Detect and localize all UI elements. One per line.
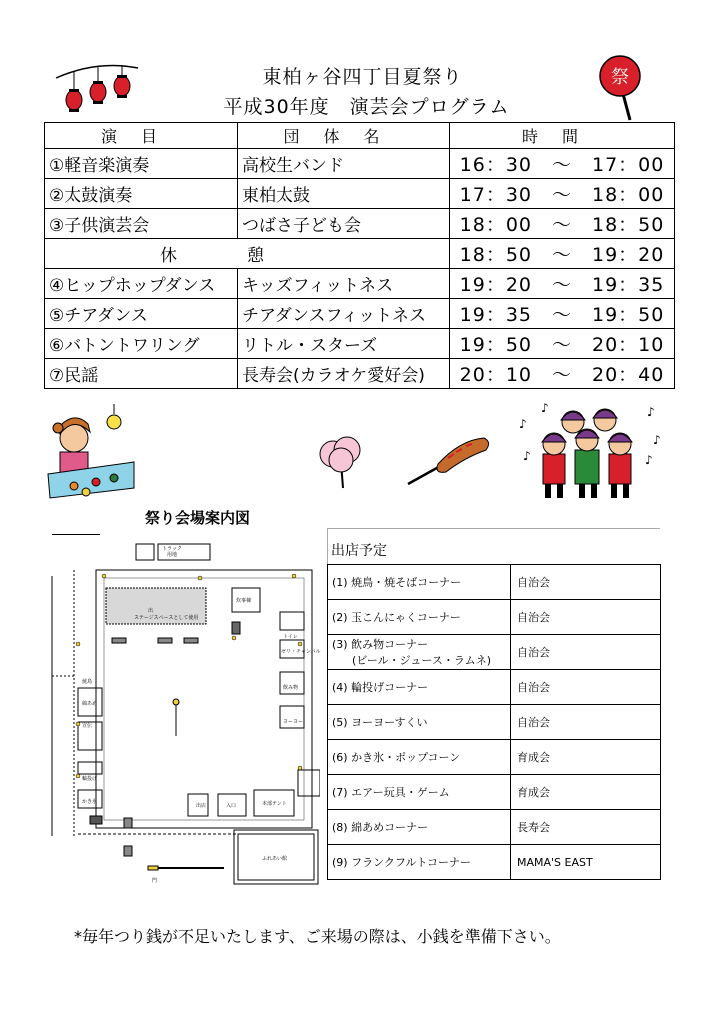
map-label-kitchen: 炊事棟 <box>236 598 252 604</box>
map-label-g: 入口 <box>226 803 237 809</box>
vendor-row <box>328 810 661 845</box>
time-cell: 18：00 ～ 18：50 <box>450 209 675 239</box>
group-cell: キッズフィットネス <box>238 269 450 299</box>
map-label-b: ヨーヨー <box>283 719 304 725</box>
svg-text:♪: ♪ <box>645 453 653 467</box>
vendor-row <box>328 705 661 740</box>
vendor-frame-left <box>327 528 328 564</box>
vendor-item: (4) 輪投げコーナー <box>328 670 511 705</box>
vendor-item: (5) ヨーヨーすくい <box>328 705 511 740</box>
map-label-d: 綿あめ <box>82 701 98 707</box>
vendor-item: (7) エアー玩具・ゲーム <box>328 775 511 810</box>
program-row <box>45 269 675 299</box>
map-title: 祭り会場案内図 <box>145 509 251 527</box>
map-label-toilet: トイレ <box>283 634 298 640</box>
program-row-break <box>45 239 675 269</box>
svg-text:♪: ♪ <box>653 433 661 447</box>
time-cell: 16：30 ～ 17：00 <box>450 149 675 179</box>
group-cell: リトル・スターズ <box>238 329 450 359</box>
vendor-item-line1: (3) 飲み物コーナー <box>332 638 429 651</box>
vendor-table <box>327 564 661 880</box>
program-row <box>45 359 675 389</box>
vendor-item: (6) かき氷・ポップコーン <box>328 740 511 775</box>
program-table <box>44 122 675 389</box>
map-label-e: 宣伝 <box>82 723 93 729</box>
vendor-org: 育成会 <box>511 775 661 810</box>
fan-text: 祭 <box>611 67 629 88</box>
event-cell: ③子供演芸会 <box>45 209 238 239</box>
time-cell: 20：10 ～ 20：40 <box>450 359 675 389</box>
vendor-title: 出店予定 <box>331 543 387 559</box>
vendor-org: 育成会 <box>511 740 661 775</box>
map-label-stage-left: 出 <box>148 608 154 614</box>
time-cell: 19：20 ～ 19：35 <box>450 269 675 299</box>
vendor-row <box>328 740 661 775</box>
girl-goldfish-scooping-icon <box>44 402 139 502</box>
header-time: 時間 <box>450 123 675 149</box>
map-label-fureai: ふれあい館 <box>262 856 288 862</box>
vendor-item-multi <box>328 635 511 670</box>
svg-text:♪: ♪ <box>541 401 549 415</box>
program-row <box>45 299 675 329</box>
singing-children-icon <box>515 400 665 502</box>
map-label-c: 焼鳥 <box>82 679 93 685</box>
vendor-item: (8) 綿あめコーナー <box>328 810 511 845</box>
vendor-row <box>328 775 661 810</box>
program-row <box>45 209 675 239</box>
map-label-shop2: 輪投げ <box>82 776 98 782</box>
header-event: 演目 <box>45 123 238 149</box>
vendor-row <box>328 600 661 635</box>
time-cell: 18：50 ～ 19：20 <box>450 239 675 269</box>
venue-map <box>48 536 320 886</box>
time-cell: 17：30 ～ 18：00 <box>450 179 675 209</box>
map-label-parking: トラック 用地 <box>162 546 182 558</box>
vendor-row <box>328 635 661 670</box>
vendor-org: 自治会 <box>511 565 661 600</box>
program-row <box>45 329 675 359</box>
title-line-2: 平成30年度 演芸会プログラム <box>223 96 510 118</box>
vendor-org: 長寿会 <box>511 810 661 845</box>
group-cell: 長寿会(カラオケ愛好会) <box>238 359 450 389</box>
event-cell: ①軽音楽演奏 <box>45 149 238 179</box>
header-group: 団体名 <box>238 123 450 149</box>
event-cell: ②太鼓演奏 <box>45 179 238 209</box>
title-line-1: 東柏ヶ谷四丁目夏祭り <box>262 66 463 88</box>
vendor-org: 自治会 <box>511 705 661 740</box>
group-cell: 高校生バンド <box>238 149 450 179</box>
time-cell: 19：50 ～ 20：10 <box>450 329 675 359</box>
svg-text:♪: ♪ <box>519 417 527 431</box>
frankfurter-icon <box>404 430 492 490</box>
vendor-org: 自治会 <box>511 600 661 635</box>
svg-text:♪: ♪ <box>523 449 531 463</box>
cotton-candy-icon <box>313 432 367 490</box>
vendor-item: (1) 焼鳥・焼そばコーナー <box>328 565 511 600</box>
group-cell: つばさ子ども会 <box>238 209 450 239</box>
vendor-item-line2: (ビール・ジュース・ラムネ) <box>352 654 492 667</box>
program-row <box>45 149 675 179</box>
time-cell: 19：35 ～ 19：50 <box>450 299 675 329</box>
program-header-row <box>45 123 675 149</box>
map-title-underline <box>52 534 100 535</box>
program-row <box>45 179 675 209</box>
map-label-shop1: ゼリ・チャンバル <box>281 649 321 655</box>
map-label-f: 出店 <box>196 803 207 809</box>
map-label-a: 飲み物 <box>283 685 299 691</box>
vendor-row <box>328 845 661 880</box>
vendor-row <box>328 670 661 705</box>
group-cell: 東柏太鼓 <box>238 179 450 209</box>
map-label-stage: ステージスペースとして使用 <box>134 615 199 621</box>
event-cell: ⑤チアダンス <box>45 299 238 329</box>
break-cell: 休憩 <box>45 239 450 269</box>
vendor-org: 自治会 <box>511 635 661 670</box>
vendor-item: (2) 玉こんにゃくコーナー <box>328 600 511 635</box>
footer-note: *毎年つり銭が不足いたします、ご来場の際は、小銭を準備下さい。 <box>74 927 561 946</box>
event-cell: ④ヒップホップダンス <box>45 269 238 299</box>
festival-fan-icon <box>594 54 654 124</box>
map-label-gate: 門 <box>152 878 158 884</box>
lanterns-icon <box>52 56 142 116</box>
map-label-shop3: かき氷 <box>82 799 98 805</box>
event-cell: ⑦民謡 <box>45 359 238 389</box>
map-label-tent: 本部テント <box>262 801 287 807</box>
svg-text:♪: ♪ <box>647 405 655 419</box>
vendor-org: MAMA'S EAST <box>511 845 661 880</box>
vendor-frame-top <box>327 528 660 529</box>
vendor-item: (9) フランクフルトコーナー <box>328 845 511 880</box>
vendor-row <box>328 565 661 600</box>
vendor-org: 自治会 <box>511 670 661 705</box>
group-cell: チアダンスフィットネス <box>238 299 450 329</box>
event-cell: ⑥バトントワリング <box>45 329 238 359</box>
